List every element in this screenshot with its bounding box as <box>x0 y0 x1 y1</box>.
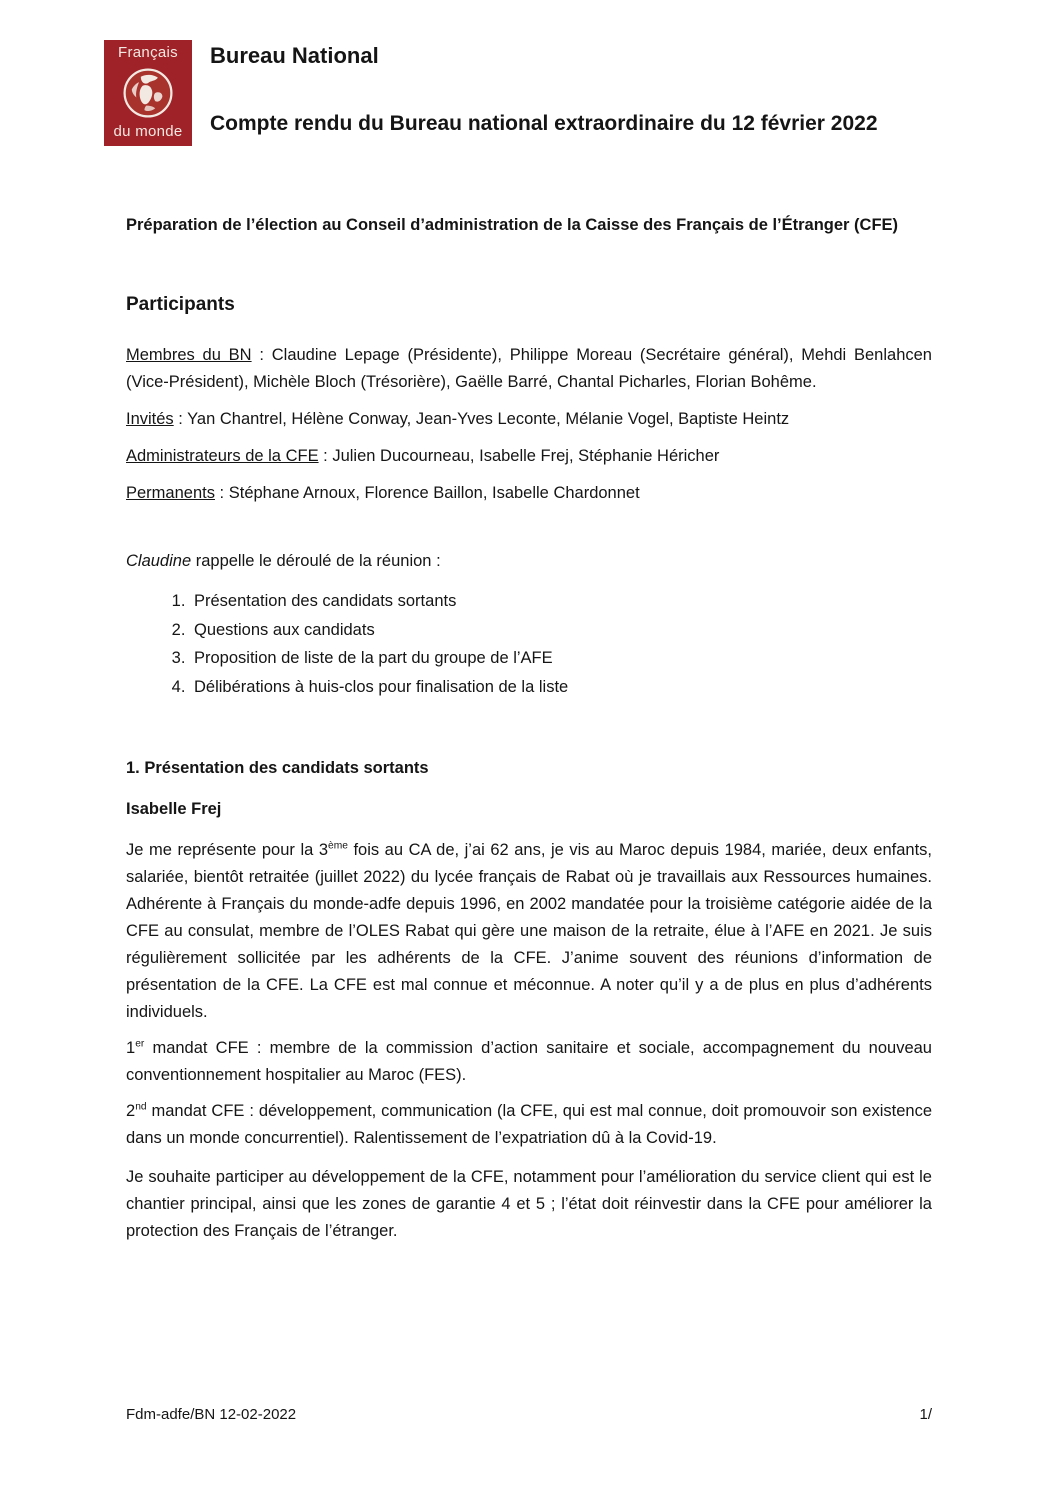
group-names: Stéphane Arnoux, Florence Baillon, Isabelle Chardonnet <box>228 484 640 502</box>
group-separator: : <box>173 410 188 428</box>
ordinal-superscript: er <box>135 1038 145 1050</box>
group-separator: : <box>251 346 272 364</box>
document-title: Bureau National <box>210 43 379 68</box>
footer-reference: Fdm-adfe/BN 12-02-2022 <box>126 1406 297 1423</box>
group-names: Yan Chantrel, Hélène Conway, Jean-Yves Leconte, Mélanie Vogel, Baptiste Heintz <box>187 410 790 428</box>
paragraph-text: 1 <box>126 1039 136 1057</box>
participant-group-administrateurs <box>126 443 932 470</box>
agenda-item: 1. Présentation des candidats sortants <box>190 587 932 616</box>
mandate-paragraph-1 <box>126 1035 932 1089</box>
paragraph-text: 2 <box>126 1102 136 1120</box>
group-separator: : <box>318 447 333 465</box>
group-label: Invités <box>126 410 174 428</box>
agenda-item: 3. Proposition de liste de la part du groupe de l’AFE <box>190 644 932 673</box>
group-label: Permanents <box>126 484 215 502</box>
logo-top-text: Français <box>118 44 178 61</box>
agenda-item: 2. Questions aux candidats <box>190 616 932 645</box>
closing-paragraph: Je souhaite participer au développement de la CFE, notamment pour l’amélioration du service client qui est le chantier principal, ainsi que les zones de garantie 4 et 5 ; l’état doit réinvestir dans la CFE pour améliorer la protection des Français de l’étranger. <box>126 1168 932 1240</box>
document-subtitle: Compte rendu du Bureau national extraordinaire du 12 février 2022 <box>210 112 878 135</box>
group-label: Administrateurs de la CFE <box>126 447 319 465</box>
speaker-name: Claudine <box>126 552 192 570</box>
agenda-item: 4. Délibérations à huis-clos pour finalisation de la liste <box>190 673 932 702</box>
footer-page-number: 1/ <box>919 1406 932 1423</box>
subject-line: Préparation de l’élection au Conseil d’administration de la Caisse des Français de l’Étranger (CFE) <box>126 216 899 234</box>
paragraph-text: Je me représente pour la 3 <box>126 841 329 859</box>
mandate-paragraph-2 <box>126 1098 932 1152</box>
agenda-intro-text: rappelle le déroulé de la réunion : <box>191 552 441 570</box>
participant-group-permanents <box>126 480 932 507</box>
candidate-name: Isabelle Frej <box>126 800 222 818</box>
page-footer <box>126 1404 932 1426</box>
logo-bottom-text: du monde <box>113 123 183 140</box>
document-body <box>126 0 932 1245</box>
section-heading: 1. Présentation des candidats sortants <box>126 759 429 777</box>
paragraph-text: mandat CFE : développement, communication (la CFE, qui est mal connue, doit promouvoir son existence dans un monde concurrentiel). Ralentissement de l’expatriation dû à la Covid-19. <box>126 1102 932 1147</box>
meeting-agenda-intro <box>126 548 932 575</box>
paragraph-text: mandat CFE : membre de la commission d’action sanitaire et sociale, accompagnement du nouveau conventionnement hospitalier au Maroc (FES). <box>126 1039 932 1084</box>
paragraph-text: fois au CA de, j’ai 62 ans, je vis au Maroc depuis 1984, mariée, deux enfants, salariée, bientôt retraitée (juillet 2022) du lycée français de Rabat où je travaillais aux Ressources humaines. Adhérente à Français du monde-adfe depuis 1996, en 2002 mandatée pour la troisième catégorie aidée de la CFE au consulat, membre de l’OLES Rabat qui gère une maison de la retraite, élue à l’AFE en 2021. Je suis régulièrement sollicitée par les adhérents de la CFE. J’anime souvent des réunions d’information de présentation de la CFE. La CFE est mal connue et méconnue. A noter qu’il y a de plus en plus d’adhérents individuels. <box>126 841 932 1021</box>
ordinal-superscript: nd <box>135 1101 147 1113</box>
group-names: Claudine Lepage (Présidente), Philippe Moreau (Secrétaire général), Mehdi Benlahcen (Vice-Président), Michèle Bloch (Trésorière), Gaëlle Barré, Chantal Picharles, Florian Bohême. <box>126 346 932 391</box>
participants-heading: Participants <box>126 294 235 315</box>
participant-group-membres <box>126 342 932 396</box>
participant-group-invites <box>126 406 932 433</box>
group-names: Julien Ducourneau, Isabelle Frej, Stéphanie Héricher <box>332 447 720 465</box>
agenda-list <box>126 587 932 701</box>
ordinal-superscript: ème <box>328 840 348 852</box>
group-separator: : <box>214 484 229 502</box>
group-label: Membres du BN <box>126 346 252 364</box>
candidate-paragraph <box>126 837 932 1026</box>
